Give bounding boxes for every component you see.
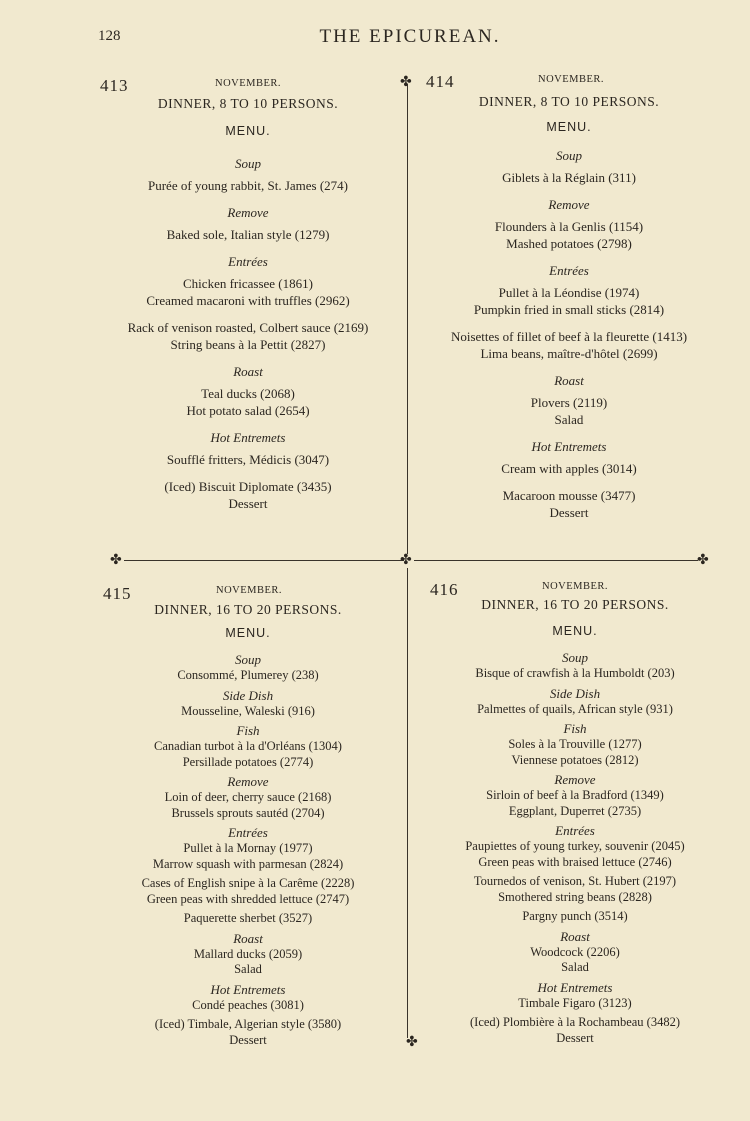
menu-dish: Macaroon mousse (3477) xyxy=(502,488,636,503)
course-label: Entrées xyxy=(549,263,589,278)
fleuron-ornament-bottom: ✤ xyxy=(406,1035,418,1050)
menu-dish: Hot potato salad (2654) xyxy=(186,403,310,418)
menu-dish: (Iced) Plombière à la Rochambeau (3482) xyxy=(470,1015,680,1029)
menu-dish: Dessert xyxy=(229,1032,267,1047)
menu-dish: Pullet à la Léondise (1974) xyxy=(498,285,640,300)
course-label: Hot Entremets xyxy=(210,981,286,997)
menu-dish: Canadian turbot à la d'Orléans (1304) xyxy=(154,739,342,753)
menu-dish: Dessert xyxy=(556,1030,594,1045)
course-label: Soup xyxy=(562,650,588,665)
menu-dish: Marrow squash with parmesan (2824) xyxy=(152,856,344,871)
menu-dish: Noisettes of fillet of beef à la fleurette (1413) xyxy=(450,329,688,344)
dinner-heading: DINNER, 16 TO 20 PERSONS. xyxy=(154,602,342,617)
menu-dish: Lima beans, maître-d'hôtel (2699) xyxy=(480,346,658,361)
menu-dish: Paquerette sherbet (3527) xyxy=(183,911,313,925)
menu-dish: Teal ducks (2068) xyxy=(201,386,295,401)
menu-dish: Creamed macaroni with truffles (2962) xyxy=(146,293,350,308)
menu-dish: Flounders à la Genlis (1154) xyxy=(494,219,644,234)
vertical-rule-top xyxy=(407,84,408,554)
menu-dish: Pullet à la Mornay (1977) xyxy=(183,841,313,855)
menu-dish: Plovers (2119) xyxy=(530,395,608,410)
menu-heading: MENU. xyxy=(225,124,271,138)
fleuron-ornament-right: ✤ xyxy=(697,553,709,568)
menu-dish: Dessert xyxy=(549,505,589,520)
menu-dish: Soles à la Trouville (1277) xyxy=(508,737,642,751)
course-label: Fish xyxy=(236,723,260,738)
menu-number: 415 xyxy=(103,584,132,603)
course-label: Roast xyxy=(560,928,590,944)
course-label: Roast xyxy=(233,930,263,946)
course-label: Entrées xyxy=(228,254,268,269)
menu-month: NOVEMBER. xyxy=(216,585,283,596)
course-label: Hot Entremets xyxy=(531,439,607,454)
menu-dish: Soufflé fritters, Médicis (3047) xyxy=(166,452,330,467)
menu-dish: Salad xyxy=(554,412,584,427)
menu-dish: Purée of young rabbit, St. James (274) xyxy=(147,178,349,193)
menu-dish: (Iced) Biscuit Diplomate (3435) xyxy=(164,479,332,494)
menu-dish: Chicken fricassee (1861) xyxy=(183,276,313,291)
menu-heading: MENU. xyxy=(546,120,592,134)
course-label: Fish xyxy=(563,721,587,736)
course-label: Remove xyxy=(554,772,596,787)
menu-dish: Salad xyxy=(234,962,262,976)
menu-dish: Mousseline, Waleski (916) xyxy=(181,703,315,718)
menu-number: 416 xyxy=(430,580,459,599)
course-label: Remove xyxy=(227,205,269,220)
menu-dish: Viennese potatoes (2812) xyxy=(511,752,639,767)
menu-dish: Eggplant, Duperret (2735) xyxy=(508,803,642,818)
menu-dish: Giblets à la Réglain (311) xyxy=(502,170,636,185)
menu-number: 414 xyxy=(426,72,455,91)
menu-dish: Green peas with braised lettuce (2746) xyxy=(478,854,672,869)
menu-dish: Pargny punch (3514) xyxy=(522,909,628,923)
menu-dish: Brussels sprouts sautéd (2704) xyxy=(171,805,325,820)
horizontal-rule-left xyxy=(124,560,404,561)
menu-dish: Cases of English snipe à la Carême (2228) xyxy=(141,876,355,890)
menu-dish: String beans à la Pettit (2827) xyxy=(170,337,326,352)
menu-dish: Bisque of crawfish à la Humboldt (203) xyxy=(475,666,675,680)
menu-dish: Loin of deer, cherry sauce (2168) xyxy=(164,790,332,804)
course-label: Entrées xyxy=(228,825,268,840)
menu-dish: Mallard ducks (2059) xyxy=(193,946,303,961)
menu-number: 413 xyxy=(100,76,129,95)
course-label: Side Dish xyxy=(549,685,601,701)
menu-dish: Dessert xyxy=(228,496,268,511)
dinner-heading: DINNER, 8 TO 10 PERSONS. xyxy=(478,94,660,109)
menu-dish: Timbale Figaro (3123) xyxy=(518,995,632,1010)
menu-dish: Persillade potatoes (2774) xyxy=(182,754,314,769)
menu-dish: Pumpkin fried in small sticks (2814) xyxy=(473,302,665,317)
menu-dish: Cream with apples (3014) xyxy=(501,461,637,476)
page-number: 128 xyxy=(98,28,121,44)
course-label: Soup xyxy=(235,156,261,171)
course-label: Soup xyxy=(235,652,261,667)
course-label: Soup xyxy=(556,148,582,163)
dinner-heading: DINNER, 8 TO 10 PERSONS. xyxy=(157,96,339,111)
running-title: THE EPICUREAN. xyxy=(319,26,501,47)
course-label: Hot Entremets xyxy=(210,430,286,445)
fleuron-ornament-left: ✤ xyxy=(110,553,122,568)
menu-dish: Rack of venison roasted, Colbert sauce (2169) xyxy=(127,320,369,335)
menu-dish: Tournedos of venison, St. Hubert (2197) xyxy=(473,874,677,888)
fleuron-ornament-top: ✤ xyxy=(400,75,412,90)
menu-month: NOVEMBER. xyxy=(215,78,282,89)
menu-heading: MENU. xyxy=(552,624,598,638)
menu-dish: Consommé, Plumerey (238) xyxy=(177,668,319,682)
horizontal-rule-right xyxy=(414,560,698,561)
vertical-rule-bottom xyxy=(407,568,408,1038)
menu-dish: Green peas with shredded lettuce (2747) xyxy=(146,891,350,906)
dinner-heading: DINNER, 16 TO 20 PERSONS. xyxy=(481,597,669,612)
course-label: Side Dish xyxy=(222,687,274,703)
menu-dish: Smothered string beans (2828) xyxy=(498,889,652,904)
page-header xyxy=(0,28,750,52)
menu-dish: Condé peaches (3081) xyxy=(192,997,304,1012)
menu-dish: Sirloin of beef à la Bradford (1349) xyxy=(486,788,664,802)
menu-month: NOVEMBER. xyxy=(542,581,609,592)
menu-dish: Baked sole, Italian style (1279) xyxy=(166,227,330,242)
menu-heading: MENU. xyxy=(225,626,271,640)
menu-month: NOVEMBER. xyxy=(538,74,605,85)
fleuron-ornament-center: ✤ xyxy=(400,553,412,568)
course-label: Remove xyxy=(548,197,590,212)
course-label: Entrées xyxy=(555,823,595,838)
course-label: Roast xyxy=(233,364,263,379)
menu-dish: Palmettes of quails, African style (931) xyxy=(477,701,673,716)
course-label: Roast xyxy=(554,373,584,388)
menu-dish: Woodcock (2206) xyxy=(530,944,620,959)
menu-dish: Mashed potatoes (2798) xyxy=(506,236,632,251)
menu-dish: Salad xyxy=(561,960,589,974)
menu-dish: Paupiettes of young turkey, souvenir (2045) xyxy=(465,839,685,853)
menu-dish: (Iced) Timbale, Algerian style (3580) xyxy=(154,1017,342,1031)
course-label: Hot Entremets xyxy=(537,979,613,995)
course-label: Remove xyxy=(227,774,269,789)
